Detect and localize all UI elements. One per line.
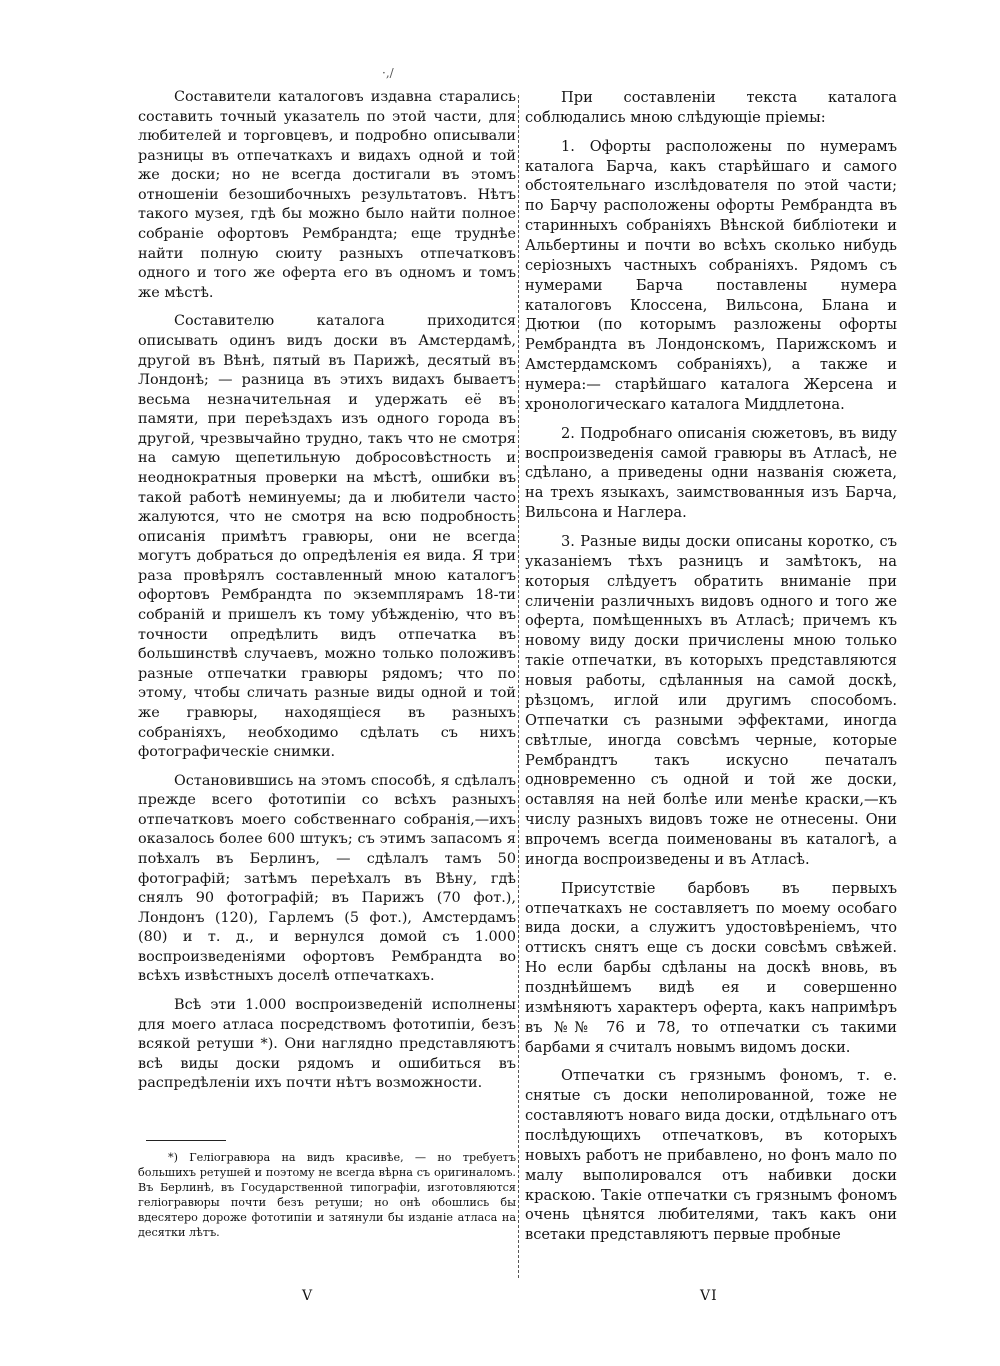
right-paragraph-5: Присутствiе барбовъ въ первыхъ отпечаткахъ не составляетъ по моему особаго вида доски, а служитъ удостовѣренiемъ, что оттискъ снятъ еще съ доски совсѣмъ свѣжей. Но если барбы сдѣланы на доскѣ вновь, въ позднѣйшемъ видѣ ея и совершенно измѣняютъ характеръ оферта, какъ напримѣръ въ №№ 76 и 78, то отпечатки съ такими барбами я считалъ новымъ видомъ доски. — [525, 879, 897, 1056]
left-column — [138, 88, 516, 1103]
right-column — [525, 88, 897, 1254]
right-paragraph-3: 2. Подробнаго описанiя сюжетовъ, въ виду воспроизведенiя самой гравюры въ Атласѣ, не сдѣлано, а приведены одни названiя сюжета, на трехъ языкахъ, заимствованныя изъ Барча, Вильсона и Наглера. — [525, 424, 897, 522]
column-divider — [518, 95, 519, 1278]
left-paragraph-2: Составителю каталога приходится описывать одинъ видъ доски въ Амстердамѣ, другой въ Вѣнѣ, пятый въ Парижѣ, десятый въ Лондонѣ; — разница въ этихъ видахъ бываетъ весьма незначительная и удержать её въ памяти, при переѣздахъ изъ одного города въ другой, чрезвычайно трудно, такъ что не смотря на самую щепетильную добросовѣстность и неоднократныя проверки на мѣстѣ, ошибки въ такой работѣ неминуемы; да и любители часто жалуются, что не смотря на всю подробность описанiя примѣтъ гравюры, они не всегда могутъ добраться до опредѣленiя ея вида. Я три раза провѣрялъ составленный мною каталогъ офортовъ Рембрандта по экземплярамъ 18-ти собранiй и пришелъ къ тому убѣжденiю, что въ точности опредѣлить видъ отпечатка въ большинствѣ случаевъ, можно только положивъ разные отпечатки гравюры рядомъ; что по этому, чтобы сличать разные виды одной и той же гравюры, находящiеся въ разныхъ собранiяхъ, необходимо сдѣлать съ нихъ фотографическiе снимки. — [138, 313, 516, 761]
right-paragraph-2: 1. Офорты расположены по нумерамъ каталога Барча, какъ старѣйшаго и самого обстоятельнаго изслѣдователя по этой части; по Барчу расположены офорты Рембрандта въ старинныхъ собранiяхъ Вѣнской библiотеки и Альбертины и почти во всѣхъ сколько нибудь серiозныхъ частныхъ собранiяхъ. Рядомъ съ нумерами Барча поставлены нумера каталоговъ Клоссена, Вильсона, Блана и Дютюи (по которымъ разложены офорты Рембрандта въ Лондонскомъ, Парижскомъ и Амстердамскомъ собранiяхъ), а также и нумера:— старѣйшаго каталога Жерсена и хронологическаго каталога Миддлетона. — [525, 137, 897, 413]
footnote — [138, 1150, 516, 1240]
footnote-rule — [146, 1140, 226, 1141]
page-number-left: V — [302, 1288, 314, 1304]
footnote-text: *) Гелiогравюра на видъ красивѣе, — но требуетъ большихъ ретушей и поэтому не всегда вѣрна съ оригиналомъ. Въ Берлинѣ, въ Государственной типографiи, изготовляются гелiогравюры почти безъ ретуши; но онѣ обошлись бы вдесятеро дороже фототипiи и затянули бы изданiе атласа на десятки лѣтъ. — [138, 1151, 516, 1239]
left-paragraph-3: Остановившись на этомъ способѣ, я сдѣлалъ прежде всего фототипiи со всѣхъ разныхъ отпечатковъ моего собственнаго собранiя,—ихъ оказалось более 600 штукъ; съ этимъ запасомъ я поѣхалъ въ Берлинъ, — сдѣлалъ тамъ 50 фотографiй; затѣмъ переѣхалъ въ Вѣну, гдѣ снялъ 90 фотографiй; въ Парижъ (70 фот.), Лондонъ (120), Гарлемъ (5 фот.), Амстердамъ (80) и т. д., и вернулся домой съ 1.000 воспроизведенiями офортовъ Рембрандта во всѣхъ извѣстныхъ доселѣ отпечаткахъ. — [138, 772, 516, 985]
left-paragraph-4: Всѣ эти 1.000 воспроизведенiй исполнены для моего атласа посредствомъ фототипiи, безъ всякой ретуши *). Они наглядно представляютъ всѣ виды доски рядомъ и ошибиться въ распредѣленiи ихъ почти нѣтъ возможности. — [138, 997, 516, 1092]
stray-mark: ·,/ — [382, 66, 394, 80]
right-paragraph-1: При составленiи текста каталога соблюдались мною слѣдующiе прiемы: — [525, 89, 897, 126]
right-paragraph-4: 3. Разные виды доски описаны коротко, съ указанiемъ тѣхъ разницъ и замѣтокъ, на которыя слѣдуетъ обратить вниманiе при сличенiи различныхъ видовъ одного и того же оферта, помѣщенныхъ въ Атласѣ; причемъ къ новому виду доски причислены мною только такiе отпечатки, въ которыхъ представляются новыя работы, сдѣланныя на самой доскѣ, рѣзцомъ, иглой или другимъ способомъ. Отпечатки съ разными эффектами, иногда свѣтлые, иногда совсѣмъ черные, которые Рембрандтъ такъ искусно печаталъ одновременно съ одной и той же доски, оставляя на ней болѣе или менѣе краски,—къ числу разныхъ видовъ тоже не отнесены. Они впрочемъ всегда поименованы въ каталогѣ, а иногда воспроизведены и въ Атласѣ. — [525, 533, 897, 868]
page-number-right: VI — [700, 1288, 718, 1304]
right-paragraph-6: Отпечатки съ грязнымъ фономъ, т. е. снятые съ доски неполированной, тоже не составляютъ новаго вида доски, отдѣльнаго отъ послѣдующихъ отпечатковъ, въ которыхъ новыхъ работъ не прибавлено, но фонъ мало по малу выполировался отъ набивки доски краскою. Такiе отпечатки съ грязнымъ фономъ очень цѣнятся любителями, такъ какъ они всетаки представляютъ первые пробные — [525, 1067, 897, 1244]
left-paragraph-1: Составители каталоговъ издавна старались составить точный указатель по этой части, для любителей и торговцевъ, и подробно описывали разницы въ отпечаткахъ и видахъ одной и той же доски; но не всегда достигали въ этомъ отношенiи безошибочныхъ результатовъ. Нѣтъ такого музея, гдѣ бы можно было найти полное собранiе офортовъ Рембрандта; еще труднѣе найти полную сюиту разныхъ отпечатковъ одного и того же оферта его въ одномъ и томъ же мѣстѣ. — [138, 89, 516, 301]
